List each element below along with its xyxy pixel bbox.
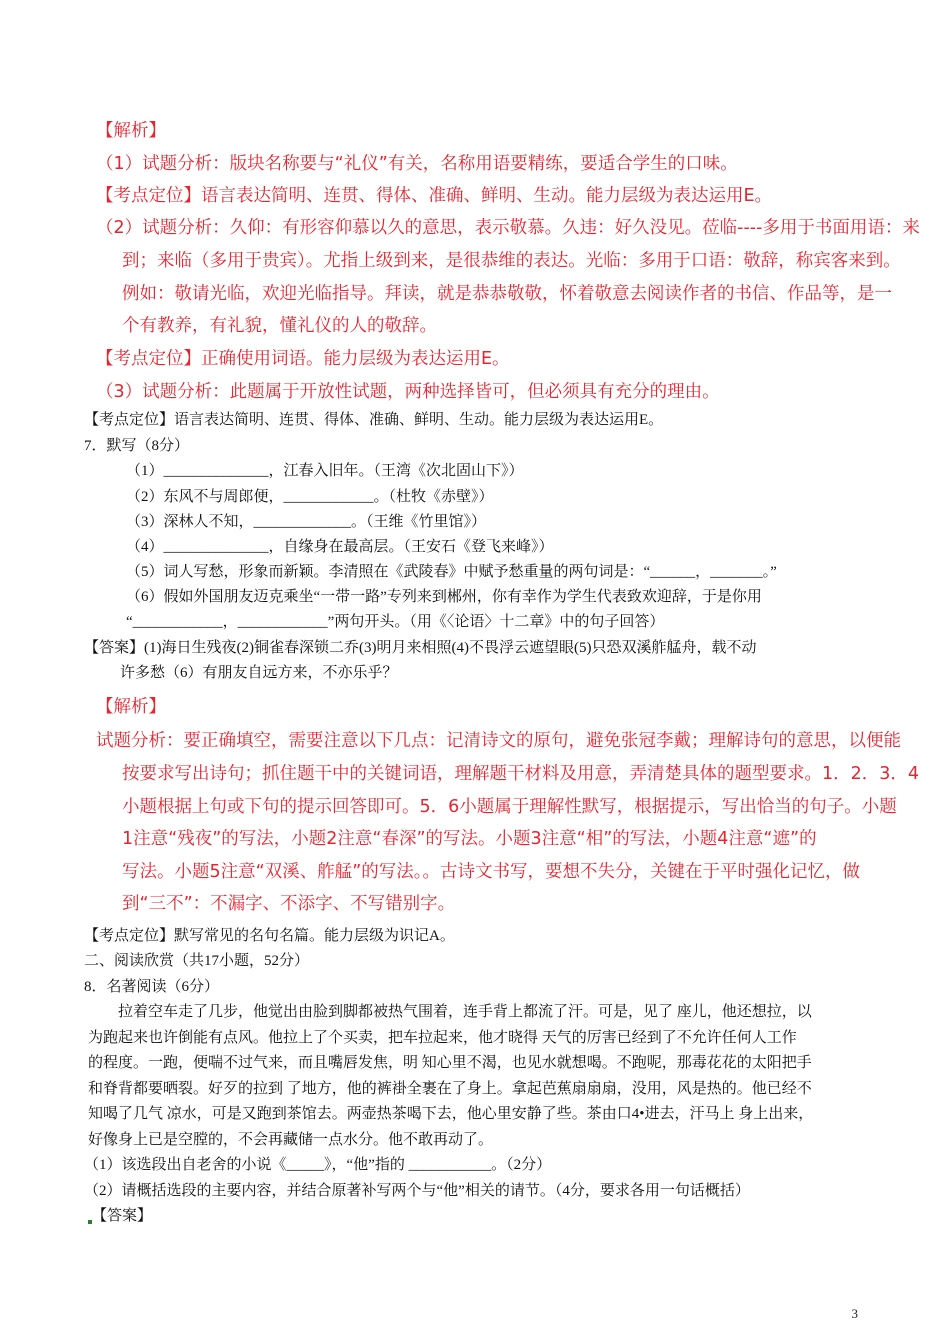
q7-analysis-line5: 写法。小题5注意“双溪、舴艋”的写法。。古诗文书写，要想不失分，关键在于平时强化记忆，做 [122, 862, 861, 882]
q7-kaodian: 【考点定位】默写常见的名句名篇。能力层级为识记A。 [84, 928, 455, 944]
q7-analysis-line6: 到“三不”：不漏字、不添字、不写错别字。 [122, 894, 456, 914]
q7-item-1: （1）______________，江春入旧年。（王湾《次北固山下》） [126, 463, 524, 479]
q7-analysis-line4: 1注意“残夜”的写法，小题2注意“春深”的写法。小题3注意“相”的写法，小题4注意“遮”的 [122, 829, 817, 849]
q7-item-3: （3）深林人不知，_____________。（王维《竹里馆》） [126, 514, 487, 530]
q7-item-4: （4）______________，自缘身在最高层。（王安石《登飞来峰》） [126, 539, 554, 555]
analysis-2-line3: 例如：敬请光临，欢迎光临指导。拜读，就是恭恭敬敬，怀着敬意去阅读作者的书信、作品等，是一 [122, 284, 892, 304]
kaodian-1: 【考点定位】语言表达简明、连贯、得体、准确、鲜明、生动。能力层级为表达运用E。 [96, 186, 773, 206]
jiexi-heading-2: 【解析】 [96, 697, 166, 717]
q8-sub1: （1）该选段出自老舍的小说《_____》，“他”指的 ___________。（2分） [84, 1157, 552, 1173]
passage-line5: 知喝了几气 凉水，可是又跑到茶馆去。两壶热茶喝下去，他心里安静了些。茶由口4•进去，汗马上 身上出来， [88, 1106, 814, 1122]
kaodian-3: 【考点定位】语言表达简明、连贯、得体、准确、鲜明、生动。能力层级为表达运用E。 [84, 412, 664, 428]
analysis-2-line2: 到；来临（多用于贵宾）。尤指上级到来，是很恭维的表达。光临：多用于口语：敬辞，称宾客来到。 [122, 251, 901, 271]
q7-item-6: （6）假如外国朋友迈克乘坐“一带一路”专列来到郴州，你有幸作为学生代表致欢迎辞，于是你用 [126, 589, 762, 605]
passage-line3: 的程度。一跑，便喘不过气来，而且嘴唇发焦，明 知心里不渴，也见水就想喝。不跑呢，那毒花花的太阳把手 [88, 1055, 812, 1071]
q7-title: 7．默写（8分） [84, 438, 190, 454]
q7-answer-line1: 【答案】(1)海日生残夜(2)铜雀春深锁二乔(3)明月来相照(4)不畏浮云遮望眼(5)只恐双溪舴艋舟，载不动 [84, 640, 757, 656]
part2-heading: 二、阅读欣赏（共17小题，52分） [84, 953, 310, 969]
analysis-2-line1: （2）试题分析：久仰：有形容仰慕以久的意思，表示敬慕。久违：好久没见。莅临----多用于书面用语：来 [96, 218, 920, 238]
passage-line4: 和脊背都要晒裂。好歹的拉到 了地方，他的裤褂全裹在了身上。拿起芭蕉扇扇扇，没用，风是热的。他已经不 [88, 1081, 812, 1097]
analysis-1: （1）试题分析：版块名称要与“礼仪”有关，名称用语要精练，要适合学生的口味。 [96, 154, 738, 174]
analysis-2-line4: 个有教养，有礼貌，懂礼仪的人的敬辞。 [122, 316, 437, 336]
q7-item-2: （2）东风不与周郎便，____________。（杜牧《赤壁》） [126, 489, 494, 505]
analysis-3: （3）试题分析：此题属于开放性试题，两种选择皆可，但必须具有充分的理由。 [96, 382, 720, 402]
q7-analysis-line3: 小题根据上句或下句的提示回答即可。5．6小题属于理解性默写，根据提示，写出恰当的句子。小题 [122, 797, 897, 817]
jiexi-heading-1: 【解析】 [96, 121, 166, 141]
q7-analysis-line1: 试题分析：要正确填空，需要注意以下几点：记清诗文的原句，避免张冠李戴；理解诗句的意思，以便能 [96, 731, 901, 751]
q8-answer-heading: 【答案】 [92, 1208, 153, 1224]
kaodian-2: 【考点定位】正确使用词语。能力层级为表达运用E。 [96, 349, 510, 369]
q8-title: 8．名著阅读（6分） [84, 979, 220, 995]
q7-item-6-cont: “____________，____________”两句开头。（用《〈论语〉十二章》中的句子回答） [126, 614, 665, 630]
q8-sub2: （2）请概括选段的主要内容，并结合原著补写两个与“他”相关的请节。（4分，要求各用一句话概括） [84, 1183, 750, 1199]
passage-line1: 拉着空车走了几步，他觉出由脸到脚都被热气围着，连手背上都流了汗。可是，见了 座儿，他还想拉，以 [118, 1004, 812, 1020]
q7-answer-line2: 许多愁（6）有朋友自远方来，不亦乐乎？ [120, 665, 398, 681]
q7-item-5: （5）词人写愁，形象而新颖。李清照在《武陵春》中赋予愁重量的两句词是：“______，_______。” [126, 564, 777, 580]
passage-line2: 为跑起来也许倒能有点风。他拉上了个买卖，把车拉起来，他才晓得 天气的厉害已经到了不允许任何人工作 [88, 1030, 797, 1046]
passage-line6: 好像身上已是空膛的，不会再藏储一点水分。他不敢再动了。 [88, 1132, 494, 1148]
q7-analysis-line2: 按要求写出诗句；抓住题干中的关键词语，理解题干材料及用意，弄清楚具体的题型要求。1．2．3．4 [122, 764, 920, 784]
page-number: 3 [851, 1306, 858, 1321]
